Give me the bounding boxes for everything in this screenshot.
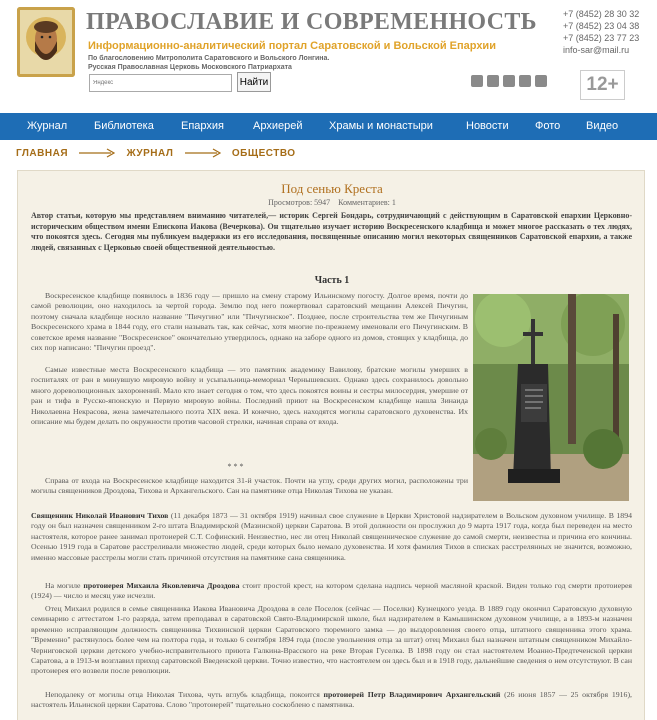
paragraph: Самые известные места Воскресенского кладбища — это памятник академику Вавилову, братские могилы умерших в госпиталях от ран в минувшую мировую войну и усыпальница-мемориал Чернышевских. Однако здесь сохранилось довольно много дореволюционных захоронений. Мало кто знает сегодня о том, что здесь покоятся воины и сестры милосердия, умершие от ран и тифа в Русско-японскую и Первую мировую войны. Последний приют на Воскресенском кладбище нашла Зинаида Николаевна Некрасова, жена замечательного поэта XIX века. И конечно, здесь находятся могилы саратовского духовенства. Их описание мы будем делать по окружности против часовой стрелки, начиная справа от входа. bbox=[31, 365, 468, 427]
person-name: протоиерей Петр Владимирович Архангельский bbox=[323, 690, 501, 699]
article bbox=[17, 170, 645, 720]
site-logo[interactable] bbox=[17, 7, 75, 77]
breadcrumb-society[interactable]: ОБЩЕСТВО bbox=[231, 148, 296, 159]
article-meta bbox=[18, 198, 646, 207]
nav-item-bishop[interactable]: Архиерей bbox=[253, 120, 303, 132]
person-name: Священник Николай Иванович Тихов bbox=[31, 511, 169, 520]
section-heading: Часть 1 bbox=[314, 275, 350, 286]
site-header bbox=[0, 0, 657, 110]
article-title: Под сенью Креста bbox=[281, 181, 383, 196]
breadcrumb-journal[interactable]: ЖУРНАЛ bbox=[126, 148, 174, 159]
paragraph-text: (11 декабря 1873 — 31 октября 1919) начинал свое служение в Церкви Христовой надзирателем в Вольском духовном училище. В 1894 году он был назначен священником 2-го штата Владимирской (Мазинской) церкви Саратова. В этой должности он прослужил до 9 марта 1917 года, когда был переведен на место настоятеля, которое ранее занимал протоиерей С.Т. Софинский. Неизвестно, нес ли отец Николай священническое служение до самой смерти, неизвестна и причина его кончины. Осенью 1919 года в Саратове расстреливали множество людей, среди которых было немало духовенства. И хотя фамилия Тихов в списках расстрелянных не значится, возможно, именно массовые расстрелы могли стать причиной отсутствия на памятнике сана священника. bbox=[31, 511, 632, 562]
person-name: протоиерея Михаила Яковлевича Дроздова bbox=[83, 581, 240, 590]
arrow-right-icon bbox=[79, 148, 115, 158]
separator: * * * bbox=[227, 462, 244, 471]
contacts bbox=[563, 8, 639, 56]
paragraph bbox=[31, 690, 632, 711]
rss-icon[interactable] bbox=[519, 75, 531, 87]
accessibility-icon[interactable] bbox=[487, 75, 499, 87]
paragraph bbox=[31, 511, 632, 563]
nav-item-journal[interactable]: Журнал bbox=[27, 120, 68, 132]
breadcrumb bbox=[16, 148, 296, 159]
paragraph bbox=[31, 581, 632, 602]
paragraph: Справа от входа на Воскресенское кладбище находится 31-й участок. Почти на углу, среди других могил, расположены три могилы священников Дроздова, Тихова и Архангельского. Сан на памятнике отца Николая Тихова не указан. bbox=[31, 476, 468, 496]
paragraph-text: стоит простой крест, на котором сделана надпись черной масляной краской. Виден только год смерти протоиерея (1924) — число и месяц уже исчезли. bbox=[31, 581, 633, 601]
user-icon[interactable] bbox=[471, 75, 483, 87]
article-photo bbox=[473, 294, 629, 501]
breadcrumb-home[interactable]: ГЛАВНАЯ bbox=[16, 148, 69, 159]
paragraph: Отец Михаил родился в семье священника Иакова Ивановича Дроздова в селе Поселок (сейчас — Поселки) Кузнецкого уезда. В 1889 году окончил Саратовскую духовную семинарию с аттестатом 1-го разряда, затем преподавал в саратовской Свято-Владимирской школе, был надзирателем в Камышинском духовном училище, а в 1893-м назначен временно исправляющим должность священника Тихвинской церкви Саратовского тюремного замка — до выздоровления своего отца, штатного священника этого храма. "Временно" растянулось более чем на полтора года, и только 6 сентября 1894 года (после увольнения отца за штат) отец Михаил был назначен штатным священником Михайло-Черниговской церкви детского учебно-исправительного приюта Галкина-Врасского на реке Вторая Гуселка. В 1898 году он стал настоятелем Иоанно-Предтеченской церкви Саратова, а в 1913-м возглавил приход саратовской Введенской церкви. Точно известно, что настоятелем он здесь был и в 1918 году, дальнейшие сведения о нем отсутствуют. В сан протоиерея его возвели после революции. bbox=[31, 604, 632, 676]
nav-item-news[interactable]: Новости bbox=[466, 120, 509, 132]
paragraph: Воскресенское кладбище появилось в 1836 году — пришло на смену старому Ильинскому погосту. Долгое время, почти до самой революции, оно находилось за чертой города. Землю под него пожертвовал саратовский мещанин Алексей Пичугин, поэтому сначала кладбище носило название "Пичугино" или "Пичугинское". Позднее, после строительства тем же Пичугиным Воскресенского храма в 1844 году, его стали называть так, как сейчас, хотя многие по-прежнему именовали его Пичугинским. В советское время название "Воскресенское" окончательно утвердилось, однако на заборе одного из домов, стоящих у кладбища, до сих пор написано: "Пичугин проезд". bbox=[31, 291, 468, 353]
site-blessing bbox=[88, 54, 329, 72]
paragraph-text: (26 июня 1857 — 25 октября 1916), настоятель Ильинской церкви Саратова. Слово "протоиерей" тщательно соскоблено с памятника. bbox=[31, 690, 632, 710]
nav-item-library[interactable]: Библиотека bbox=[94, 120, 154, 132]
comments-label: Комментариев: bbox=[338, 198, 390, 207]
social-icons bbox=[471, 75, 547, 87]
search-input[interactable] bbox=[89, 74, 232, 92]
main-nav bbox=[0, 113, 657, 140]
age-rating-badge: 12+ bbox=[580, 70, 625, 100]
search-button[interactable]: Найти bbox=[237, 72, 271, 92]
phone-2: +7 (8452) 23 04 38 bbox=[563, 21, 640, 31]
blessing-line-2: Русская Православная Церковь Московского Патриархата bbox=[88, 64, 292, 71]
email-link[interactable]: info-sar@mail.ru bbox=[563, 45, 630, 55]
phone-1: +7 (8452) 28 30 32 bbox=[563, 9, 640, 19]
views-label: Просмотров: bbox=[268, 198, 313, 207]
site-title[interactable]: ПРАВОСЛАВИЕ И СОВРЕМЕННОСТЬ bbox=[86, 9, 537, 35]
phone-3: +7 (8452) 23 77 23 bbox=[563, 33, 640, 43]
comments-count: 1 bbox=[391, 198, 396, 207]
blessing-line-1: По благословению Митрополита Саратовского и Вольского Лонгина. bbox=[88, 55, 330, 62]
paragraph-text: Неподалеку от могилы отца Николая Тихова, чуть вглубь кладбища, покоится bbox=[45, 690, 324, 699]
paragraph-text: На могиле bbox=[45, 581, 84, 590]
article-lead: Автор статьи, которую мы представляем вниманию читателей,— историк Сергей Бондарь, сотрудничающий с действующим в Саратовской епархии Церковно-историческим обществом имени Епископа Иакова (Вечеркова). Он тщательно изучает историю Воскресенского кладбища и может многое рассказать о тех людях, что покоятся здесь. Сегодня мы публикуем выдержки из его исследования, посвященные описанию могил некоторых священников Саратовской епархии, а также людей, связанных с Церковью своей общественной деятельностью. bbox=[31, 211, 632, 252]
nav-item-video[interactable]: Видео bbox=[586, 120, 619, 132]
sitemap-icon[interactable] bbox=[535, 75, 547, 87]
site-subtitle: Информационно-аналитический портал Саратовской и Вольской Епархии bbox=[88, 40, 496, 52]
views-count: 5947 bbox=[314, 198, 331, 207]
nav-item-photo[interactable]: Фото bbox=[535, 120, 561, 132]
nav-item-churches[interactable]: Храмы и монастыри bbox=[329, 120, 433, 132]
nav-item-diocese[interactable]: Епархия bbox=[181, 120, 225, 132]
mail-icon[interactable] bbox=[503, 75, 515, 87]
arrow-right-icon bbox=[185, 148, 221, 158]
